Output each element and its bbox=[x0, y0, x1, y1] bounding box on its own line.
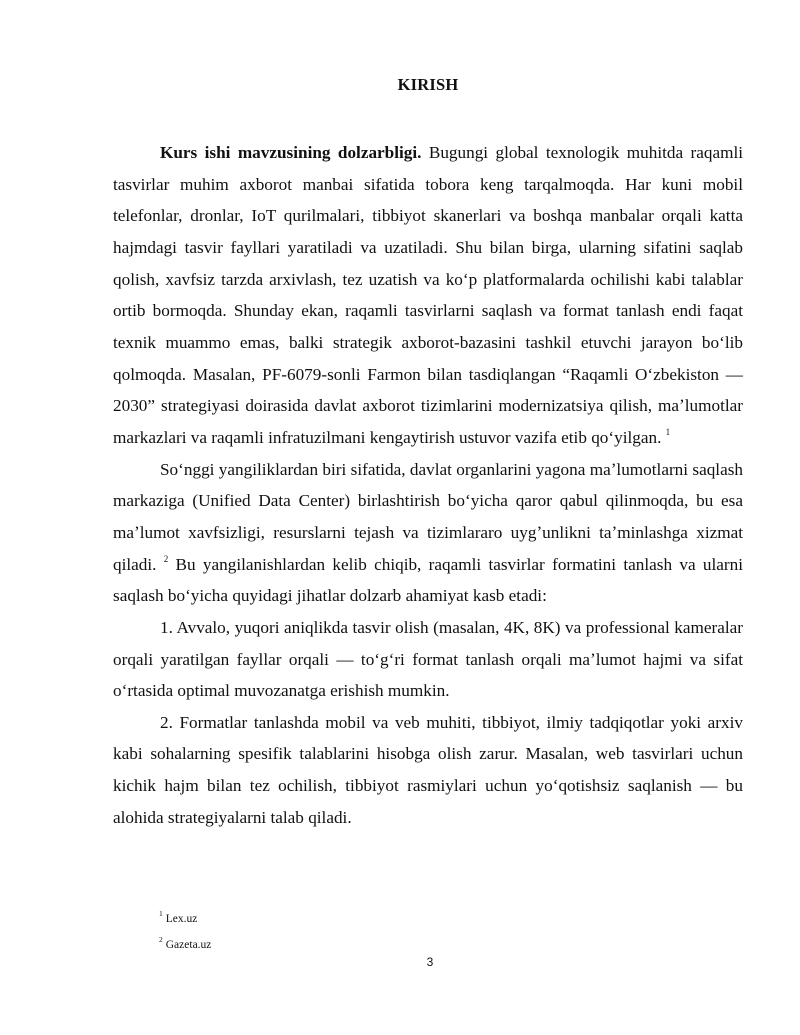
paragraph-text: Bugungi global texnologik muhitda raqamli tasvirlar muhim axborot manbai sifatida tobora keng tarqalmoqda. Har kuni mobil telefonlar, dronlar, IoT qurilmalari, tibbiyot skanerlari va boshqa manbalar orqali katta hajmdagi tasvir fayllari yaratiladi va uzatiladi. Shu bilan birga, ularning sifatini saqlab qolish, xavfsiz tarzda arxivlash, tez uzatish va koʻp platformalarda ochilishi kabi talablar ortib bormoqda. Shunday ekan, raqamli tasvirlarni saqlash va format tanlash endi faqat texnik muammo emas, balki strategik axborot-bazasini tashkil etuvchi jarayon boʻlib qolmoqda. Masalan, PF-6079-sonli Farmon bilan tasdiqlangan “Raqamli Oʻzbekiston — 2030” strategiyasi doirasida davlat axborot tizimlarini modernizatsiya qilish, maʼlumotlar markazlari va raqamli infratuzilmani kengaytirish ustuvor vazifa etib qoʻyilgan. bbox=[113, 143, 743, 447]
paragraph-text: 1. Avvalo, yuqori aniqlikda tasvir olish (masalan, 4K, 8K) va professional kameralar orqali yaratilgan fayllar orqali — toʻgʻri format tanlash orqali maʼlumot hajmi va sifat oʻrtasida optimal muvozanatga erishish mumkin. bbox=[113, 617, 743, 701]
paragraph-item-1 bbox=[113, 612, 743, 707]
paragraph-relevance bbox=[113, 137, 743, 454]
page-number: 3 bbox=[426, 955, 434, 969]
section-title: KIRISH bbox=[397, 75, 459, 94]
footnote-reference: 1 bbox=[665, 427, 671, 438]
paragraph-text: Soʻnggi yangiliklardan biri sifatida, davlat organlarini yagona maʼlumotlarni saqlash markaziga (Unified Data Center) birlashtirish boʻyicha qaror qabul qilinmoqda, bu esa maʼlumot xavfsizligi, resurslarni tejash va tizimlararo uygʼunlikni taʼminlashga xizmat qiladi. bbox=[113, 459, 743, 574]
footnote-number: 1 bbox=[159, 909, 163, 919]
footnote-reference: 2 bbox=[163, 553, 169, 564]
paragraph-item-2 bbox=[113, 707, 743, 834]
footnotes bbox=[159, 906, 211, 958]
footnote-number: 2 bbox=[159, 935, 163, 945]
paragraph-text: Bu yangilanishlardan kelib chiqib, raqamli tasvirlar formatini tanlash va ularni saqlash boʻyicha quyidagi jihatlar dolzarb ahamiyat kasb etadi: bbox=[113, 554, 743, 606]
footnote-text: Lex.uz bbox=[165, 913, 198, 925]
paragraph-lead: Kurs ishi mavzusining dolzarbligi. bbox=[160, 143, 422, 162]
body-text bbox=[113, 137, 743, 833]
footnote bbox=[159, 906, 211, 932]
paragraph-text: 2. Formatlar tanlashda mobil va veb muhiti, tibbiyot, ilmiy tadqiqotlar yoki arxiv kabi sohalarning spesifik talablarini hisobga olish zarur. Masalan, web tasvirlari uchun kichik hajm bilan tez ochilish, tibbiyot rasmiylari uchun yoʻqotishsiz saqlanish — bu alohida strategiyalarni talab qiladi. bbox=[113, 712, 743, 827]
paragraph-unified-data-center bbox=[113, 454, 743, 612]
footnote-text: Gazeta.uz bbox=[165, 939, 212, 951]
